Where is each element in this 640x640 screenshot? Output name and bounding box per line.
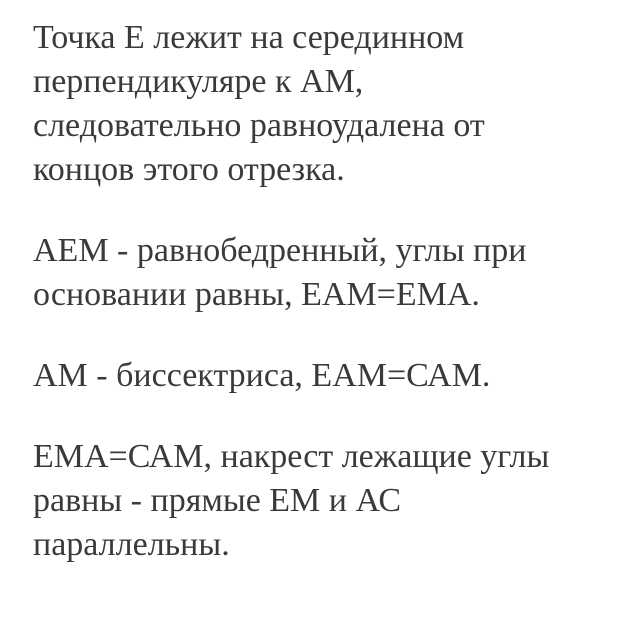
paragraph-parallel-lines: ЕМА=САМ, накрест лежащие углы равны - прямые ЕМ и АС параллельны. (33, 438, 550, 563)
paragraph-bisector: АМ - биссектриса, ЕАМ=САМ. (33, 357, 491, 394)
document-body (33, 16, 623, 604)
paragraph-midpoint-perpendicular: Точка Е лежит на серединном перпендикуляре к АМ, следовательно равноудалена от концов этого отрезка. (33, 19, 485, 188)
paragraph-isosceles-triangle: АЕМ - равнобедренный, углы при основании равны, ЕАМ=ЕМА. (33, 232, 527, 313)
